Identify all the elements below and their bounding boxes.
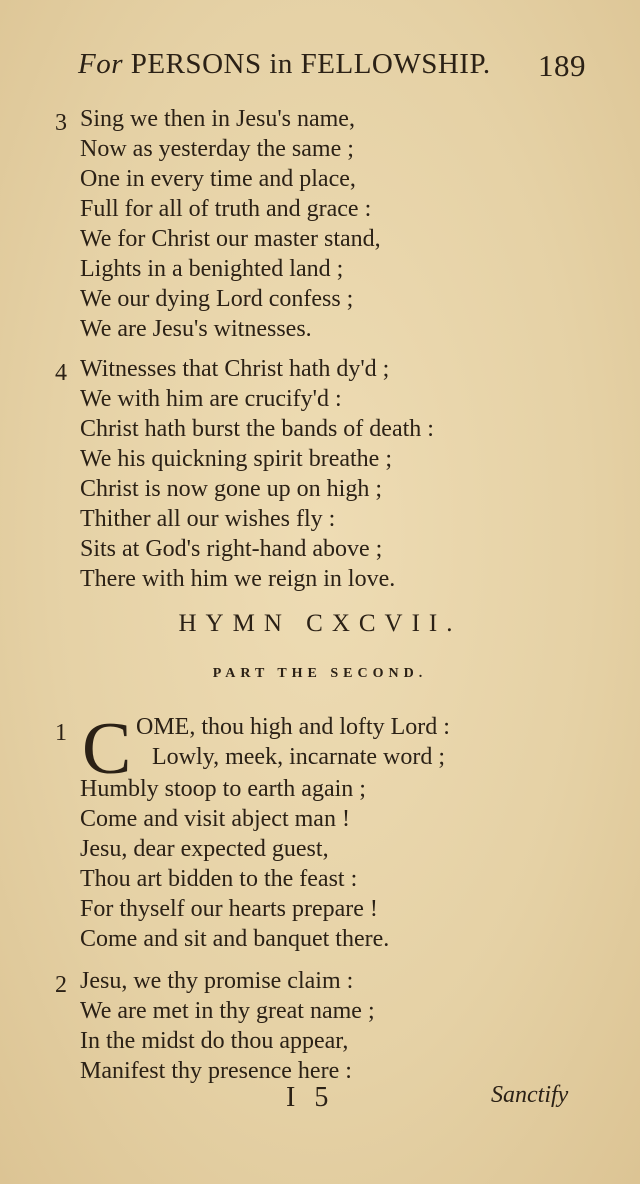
stanza-number: 3	[55, 110, 67, 136]
verse-line: Come and visit abject man !	[80, 806, 350, 832]
verse-line: Thither all our wishes fly :	[80, 506, 336, 532]
verse-line: Lowly, meek, incarnate word ;	[152, 744, 446, 770]
verse-line: One in every time and place,	[80, 166, 356, 192]
verse-line: For thyself our hearts prepare !	[80, 896, 378, 922]
stanza-number: 1	[55, 720, 67, 746]
verse-line: We his quickning spirit breathe ;	[80, 446, 392, 472]
hymn-title: HYMN CXCVII.	[178, 610, 462, 637]
verse-line: There with him we reign in love.	[80, 566, 396, 592]
verse-line: We for Christ our master stand,	[80, 226, 381, 252]
drop-cap: C	[82, 708, 132, 790]
verse-line: Jesu, dear expected guest,	[80, 836, 329, 862]
verse-line: Christ is now gone up on high ;	[80, 476, 383, 502]
verse-line: Come and sit and banquet there.	[80, 926, 390, 952]
verse-line: Sing we then in Jesu's name,	[80, 106, 355, 132]
verse-line: Sits at God's right-hand above ;	[80, 536, 383, 562]
verse-line: Christ hath burst the bands of death :	[80, 416, 434, 442]
verse-line: Full for all of truth and grace :	[80, 196, 372, 222]
running-header	[78, 48, 586, 88]
verse-line: Now as yesterday the same ;	[80, 136, 354, 162]
running-title-text: PERSONS in FELLOWSHIP.	[130, 48, 491, 80]
verse-line: Witnesses that Christ hath dy'd ;	[80, 356, 390, 382]
running-prefix: For	[78, 48, 123, 80]
part-title: PART THE SECOND.	[212, 666, 428, 681]
verse-line: Manifest thy presence here :	[80, 1058, 352, 1084]
stanza-number: 2	[55, 972, 67, 998]
running-title	[78, 48, 491, 81]
verse-line: We with him are crucify'd :	[80, 386, 342, 412]
verse-line: Lights in a benighted land ;	[80, 256, 344, 282]
verse-line: We are Jesu's witnesses.	[80, 316, 312, 342]
signature-mark: I 5	[286, 1082, 335, 1113]
verse-line: We our dying Lord confess ;	[80, 286, 354, 312]
verse-line: We are met in thy great name ;	[80, 998, 375, 1024]
catchword: Sanctify	[491, 1082, 569, 1108]
verse-line: In the midst do thou appear,	[80, 1028, 349, 1054]
verse-line: Humbly stoop to earth again ;	[80, 776, 366, 802]
stanza-number: 4	[55, 360, 67, 386]
verse-line: Thou art bidden to the feast :	[80, 866, 358, 892]
verse-line: Jesu, we thy promise claim :	[80, 968, 354, 994]
page-number: 189	[538, 48, 586, 83]
verse-line: OME, thou high and lofty Lord :	[136, 714, 450, 740]
